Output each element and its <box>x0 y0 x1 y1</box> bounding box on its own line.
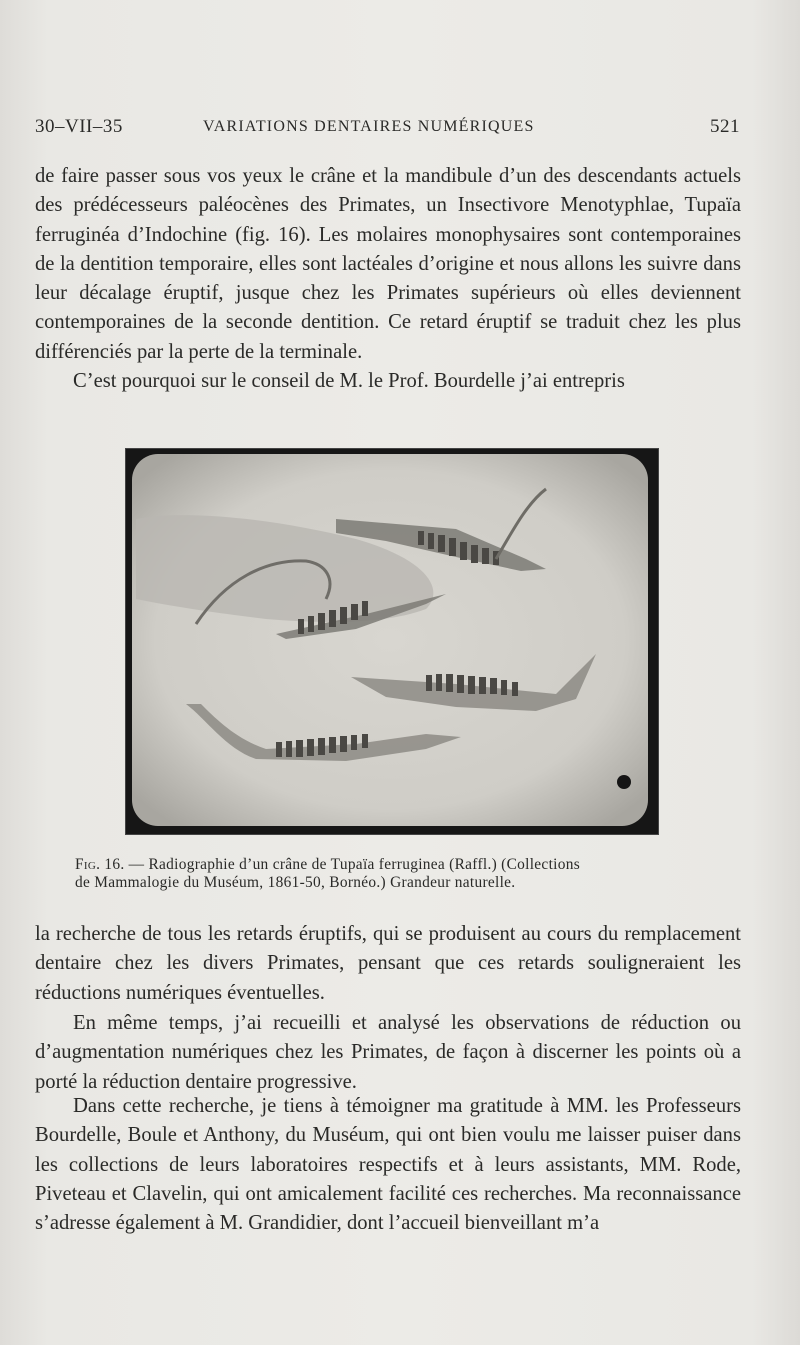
running-header <box>35 116 740 144</box>
page-number: 521 <box>710 116 740 137</box>
paragraph: la recherche de tous les retards éruptifs, qui se produisent au cours du remplacement dentaire chez les divers Primates, pensant que ces retards souligneraient les réductions numériques éventuelles. <box>35 923 741 1004</box>
figure-label: Fig. 16. <box>75 856 125 873</box>
header-date: 30–VII–35 <box>35 116 123 137</box>
paragraph-continuation <box>35 162 741 396</box>
paragraph-text: C’est pourquoi sur le conseil de M. le Prof. Bourdelle j’ai entrepris <box>73 370 625 393</box>
paragraph: En même temps, j’ai recueilli et analysé les observations de réduction ou d’augmentation numériques chez les Primates, de façon à discerner les points où a porté la réduction dentaire progressive. <box>35 1012 741 1093</box>
caption-line-1: — Radiographie d’un crâne de Tupaïa ferruginea (Raffl.) (Collections <box>124 856 580 873</box>
paragraph-text: de faire passer sous vos yeux le crâne et la mandibule d’un des descendants actuels des prédécesseurs paléocènes des Primates, un Insectivore Menotyphlae, Tupaïa ferruginéa d’Indochine (fig. 16). Les molaires monophysaires sont contemporaines de la dentition temporaire, elles sont lactéales d’origine et nous allons les suivre dans leur décalage éruptif, jusque chez les Primates supérieurs où elles deviennent contemporaines de la seconde dentition. Ce retard éruptif se traduit chez les plus différenciés par la perte de la terminale. <box>35 165 741 363</box>
header-title: VARIATIONS DENTAIRES NUMÉRIQUES <box>203 118 535 135</box>
figure-radiograph <box>125 448 659 835</box>
radiograph-image <box>126 449 658 834</box>
caption-line-2: de Mammalogie du Muséum, 1861-50, Bornéo.) Grandeur naturelle. <box>75 874 516 891</box>
figure-caption <box>75 856 767 892</box>
paragraph: Dans cette recherche, je tiens à témoigner ma gratitude à MM. les Professeurs Bourdelle, Boule et Anthony, du Muséum, qui ont bien voulu me laisser puiser dans les collections de leurs laboratoires respectifs et à leurs assistants, MM. Rode, Piveteau et Clavelin, qui ont amicalement facilité ces recherches. Ma reconnaissance s’adresse également à M. Grandidier, dont l’accueil bienveillant m’a <box>35 1095 741 1235</box>
